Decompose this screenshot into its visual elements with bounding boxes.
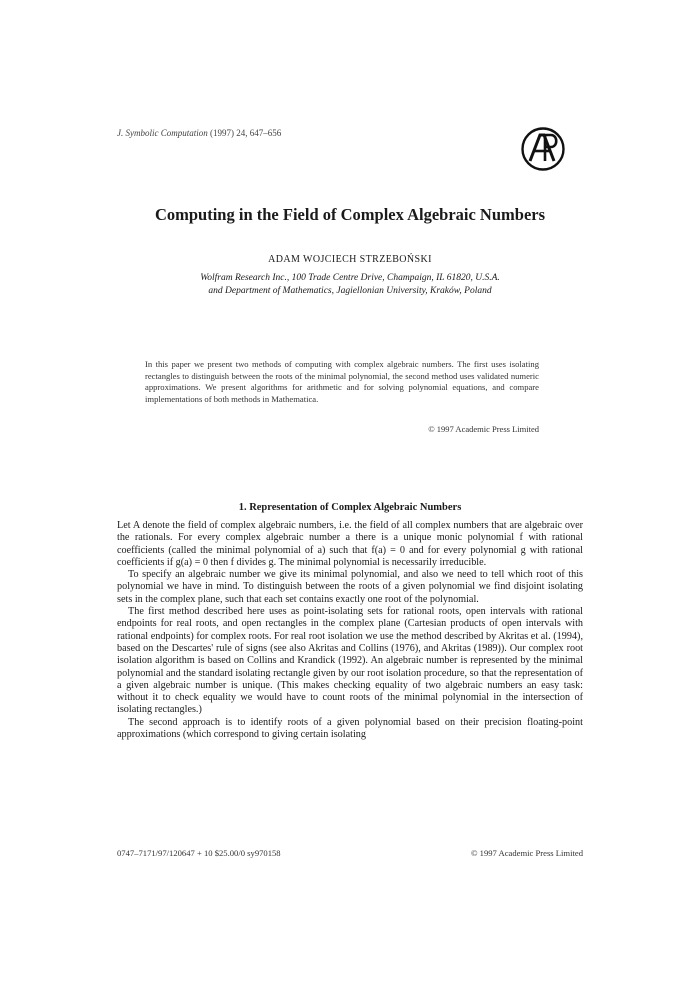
- paragraph: The second approach is to identify roots of a given polynomial based on their precision floating-point approximations (which correspond to giving certain isolating: [117, 716, 583, 741]
- body-text: [117, 520, 583, 741]
- author-name: ADAM WOJCIECH STRZEBOŃSKI: [268, 254, 432, 265]
- journal-volume-pages: (1997) 24, 647–656: [210, 128, 282, 138]
- section-heading: 1. Representation of Complex Algebraic Numbers: [238, 502, 462, 513]
- author-affiliation: [110, 272, 590, 298]
- paragraph: The first method described here uses as point-isolating sets for rational roots, open intervals with rational endpoints for real roots, and open rectangles in the complex plane (Cartesian products of open intervals with rational endpoints) for complex roots. For real root isolation we use the method described by Akritas et al. (1994), based on the Descartes' rule of signs (see also Akritas and Collins (1976), and Akritas (1989)). Our complex root isolation algorithm is based on Collins and Krandick (1992). An algebraic number is represented by the minimal polynomial and the standard isolating rectangle given by our root isolation procedure, so that the representation of a given algebraic number is unique. (This makes checking equality of two algebraic numbers an easy task: without it to check equality we would have to count roots of the minimal polynomial in the intersection of isolating rectangles.): [117, 606, 583, 716]
- academic-press-logo: [520, 126, 566, 172]
- paragraph: To specify an algebraic number we give its minimal polynomial, and also we need to tell which root of this polynomial we have in mind. To distinguish between the roots of a given polynomial we find disjoint isolating sets in the complex plane, such that each set contains exactly one root of the polynomial.: [117, 569, 583, 605]
- paper-title: Computing in the Field of Complex Algebraic Numbers: [154, 205, 546, 224]
- journal-citation: [117, 128, 281, 138]
- footer-publisher: © 1997 Academic Press Limited: [470, 848, 583, 858]
- footer-issn: 0747–7171/97/120647 + 10 $25.00/0 sy970158: [117, 848, 281, 858]
- abstract-copyright: © 1997 Academic Press Limited: [428, 424, 539, 434]
- affiliation-line-1: Wolfram Research Inc., 100 Trade Centre Drive, Champaign, IL 61820, U.S.A.: [200, 273, 500, 283]
- paragraph: Let A denote the field of complex algebraic numbers, i.e. the field of all complex numbers that are algebraic over the rationals. For every complex algebraic number a there is a unique monic polynomial f with rational coefficients (called the minimal polynomial of a) such that f(a) = 0 and for every polynomial g with rational coefficients if g(a) = 0 then f divides g. The minimal polynomial is necessarily irreducible.: [117, 520, 583, 568]
- affiliation-line-2: and Department of Mathematics, Jagiellonian University, Kraków, Poland: [208, 286, 492, 296]
- abstract: In this paper we present two methods of computing with complex algebraic numbers. The first uses isolating rectangles to distinguish between the roots of the minimal polynomial, the second method uses validated numeric approximations. We present algorithms for arithmetic and for solving polynomial equations, and compare implementations of both methods in Mathematica.: [145, 359, 539, 404]
- journal-name: J. Symbolic Computation: [117, 128, 208, 138]
